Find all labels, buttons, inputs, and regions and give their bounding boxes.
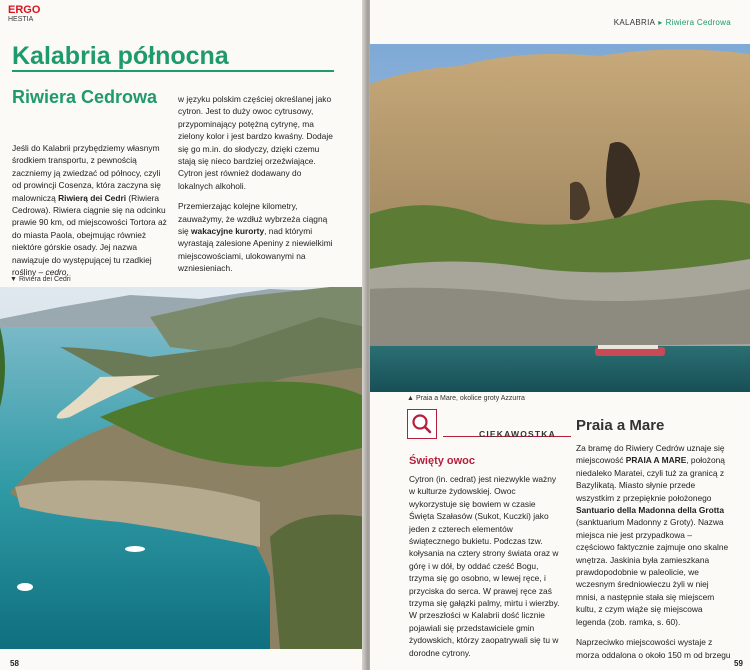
page-number-right: 59: [734, 659, 743, 668]
logo-hestia: HESTIA: [8, 16, 34, 23]
caption-arrow-icon: ▼: [10, 276, 17, 283]
page-number-left: 58: [10, 659, 19, 668]
magnifier-icon: [407, 409, 437, 439]
caption-text: Riviera dei Cedri: [18, 276, 71, 283]
caption-text: Praia a Mare, okolice groty Azzurra: [415, 395, 525, 402]
photo-riviera-dei-cedri: [0, 287, 366, 649]
text-run: (Riwiera Cedrowa). Riwiera ciągnie się na odcinku prawie 90 km, od miejscowości Tortora aż do miasta Paola, obejmując również niektóre górskie osady. Jej nazwa nawiązuje do występującej tu rzadkiej rośliny –: [12, 192, 167, 278]
praia-a-mare-heading: Praia a Mare: [576, 417, 665, 434]
text-run: (sanktuarium Madonny z Groty). Nazwa miejsca nie jest przypadkowa – częściowo faktycznie zajmuje ono skalne wnętrza. Jaskinia była zamieszkana prawdopodobnie w paleolicie, we wczesnym średniowieczu żyli w niej mnisi, a następnie stała się miejscem kultu, z czym wiąże się miejscowa legenda (zob. ramka, s. 60).: [576, 517, 729, 627]
text-run: ,: [66, 267, 69, 278]
text-run: w języku polskim częściej określanej jako cytron. Jest to duży owoc cytrusowy, przypominający potężną cytrynę, ma zielony kolor i jest bardzo kwaśny. Dodaje się go m.in. do słodyczy, dzięki czemu stają się nieco bardziej orzeźwiające. Cytron jest również dodawany do lokalnych alkoholi.: [178, 94, 333, 191]
photo-praia-a-mare: [370, 44, 750, 392]
paragraph: [409, 473, 563, 659]
trivia-label: CIEKAWOSTKA: [479, 429, 556, 439]
photo-caption-right: [407, 395, 525, 402]
praia-a-mare-text: [576, 442, 731, 669]
text-run: Za bramę do Riwiery Cedrów uznaje się miejscowość: [576, 443, 725, 466]
trivia-text: [409, 473, 563, 667]
paragraph: [178, 93, 334, 192]
paragraph: [178, 200, 334, 274]
text-run: , położoną niedaleko Maratei, czyli tuż za granicą z Bazylikatą. Miasto słynie przede wszystkim z przepięknie położonego: [576, 455, 725, 503]
chapter-title: Kalabria północna: [12, 42, 229, 70]
running-header-section: KALABRIA: [613, 18, 656, 27]
text-run: Jeśli do Kalabrii przybędziemy własnym środkiem transportu, z pewnością zaczniemy ją zwiedzać od północy, czyli od prowincji Cosenza, która zaczyna się malowniczą: [12, 143, 161, 203]
header-arrow-icon: ▸: [658, 18, 663, 27]
left-column-2: [178, 93, 334, 283]
text-run: Santuario della Madonna della Grotta: [576, 505, 724, 516]
text-run: , nad którymi wyrastają zalesione Apeniny z niewielkimi miejscowościami, ulokowanymi na wzniesieniach.: [178, 226, 333, 274]
photo-caption-left: [10, 276, 71, 283]
paragraph: [576, 636, 731, 661]
caption-arrow-icon: ▲: [407, 395, 414, 402]
left-column-1: [12, 142, 169, 286]
text-run: Riwierą dei Cedri: [58, 192, 127, 203]
text-run: Przemierzając kolejne kilometry, zauważymy, że wzdłuż wybrzeża ciągną się: [178, 201, 328, 237]
section-title: Riwiera Cedrowa: [12, 87, 158, 107]
paragraph: [12, 142, 169, 278]
text-run: wakacyjne kurorty: [191, 226, 265, 237]
text-run: Naprzeciwko miejscowości wystaje z morza oddalona o około 150 m od brzegu: [576, 637, 731, 660]
trivia-title: Święty owoc: [409, 455, 476, 467]
ergo-hestia-logo: [8, 6, 40, 24]
running-header: [614, 18, 731, 27]
text-run: cedro: [45, 267, 67, 278]
left-page: [0, 0, 366, 670]
logo-ergo: ERGO: [8, 4, 41, 16]
paragraph: [576, 442, 731, 628]
text-run: Cytron (in. cedrat) jest niezwykle ważny w kulturze żydowskiej. Owoc wykorzystuje się bowiem w czasie Święta Szałasów (Sukot, Kuczki) jako jeden z czterech elementów świątecznego bukietu. Podczas tzw. kołysania na cztery strony świata oraz w górę i w dół, by oddać cześć Bogu, trzyma się go osobno, w lewej ręce, i przyciska do serca. W prawej ręce zaś trzyma się gałązki palmy, mirtu i wierzby. W przeszłości w Kalabrii dość licznie pojawiali się przedstawiciele gmin żydowskich, którzy zaopatrywali się tu w dorodne cytrony.: [409, 474, 560, 658]
title-underline: [12, 70, 334, 72]
text-run: PRAIA A MARE: [625, 455, 687, 466]
running-header-subsection: Riwiera Cedrowa: [665, 18, 731, 27]
